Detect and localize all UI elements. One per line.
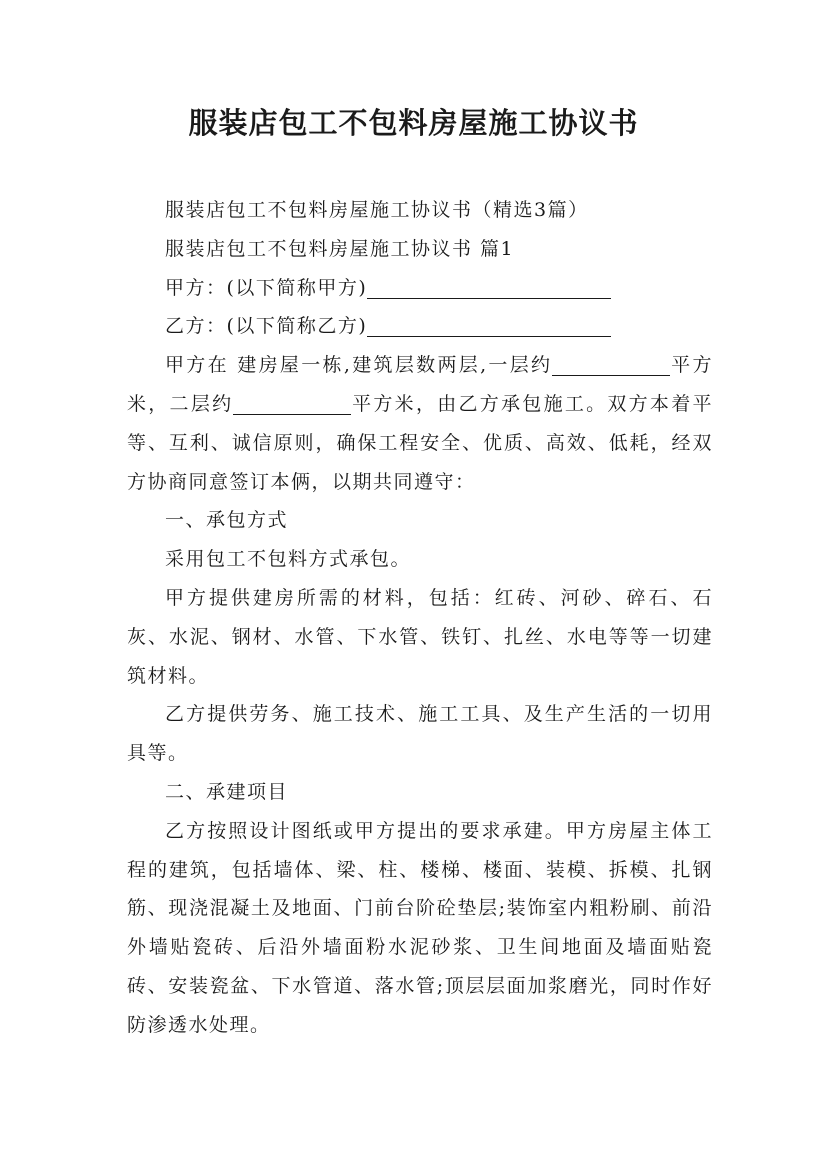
paragraph-party-a	[127, 269, 713, 308]
paragraph-contract-method: 采用包工不包料方式承包。	[165, 548, 412, 571]
floor2-area-blank	[233, 392, 351, 415]
party-a-label: 甲方：(以下简称甲方)	[165, 276, 368, 299]
paragraph-materials: 甲方提供建房所需的材料，包括：红砖、河砂、碎石、石灰、水泥、钢材、水管、下水管、铁钉、扎丝、水电等等一切建筑材料。	[127, 586, 713, 687]
party-b-blank	[367, 314, 611, 337]
document-title: 服装店包工不包料房屋施工协议书	[188, 106, 639, 140]
paragraph-projects: 乙方按照设计图纸或甲方提出的要求承建。甲方房屋主体工程的建筑，包括墙体、梁、柱、楼梯、楼面、装模、拆模、扎钢筋、现浇混凝土及地面、门前台阶砼垫层;装饰室内粗粉刷、前沿外墙贴瓷砖、后沿外墙面粉水泥砂浆、卫生间地面及墙面贴瓷砖、安装瓷盆、下水管道、落水管;顶层层面加浆磨光，同时作好防渗透水处理。	[127, 819, 713, 1036]
building-text-1: 甲方在 建房屋一栋,建筑层数两层,一层约	[165, 354, 553, 377]
paragraph-section-heading: 服装店包工不包料房屋施工协议书 篇1	[165, 237, 515, 260]
party-a-blank	[367, 276, 611, 299]
paragraph-heading-projects: 二、承建项目	[165, 780, 289, 803]
paragraph-heading-contract-method: 一、承包方式	[165, 509, 289, 532]
paragraph-party-b	[127, 307, 713, 346]
paragraph-labor: 乙方提供劳务、施工技术、施工工具、及生产生活的一切用具等。	[127, 703, 713, 765]
paragraph-building	[127, 346, 713, 501]
document-body	[127, 191, 713, 1045]
building-text-3: 平方米，由乙方承包施工。双方本着平等、互利、诚信原则，确保工程安全、优质、高效、低耗，经双方协商同意签订本俩，以期共同遵守：	[127, 392, 713, 493]
building-text-2: 平方米，二层约	[127, 354, 713, 415]
party-b-label: 乙方：(以下简称乙方)	[165, 315, 368, 338]
floor1-area-blank	[552, 353, 670, 376]
paragraph-subtitle: 服装店包工不包料房屋施工协议书（精选3篇）	[165, 199, 589, 221]
